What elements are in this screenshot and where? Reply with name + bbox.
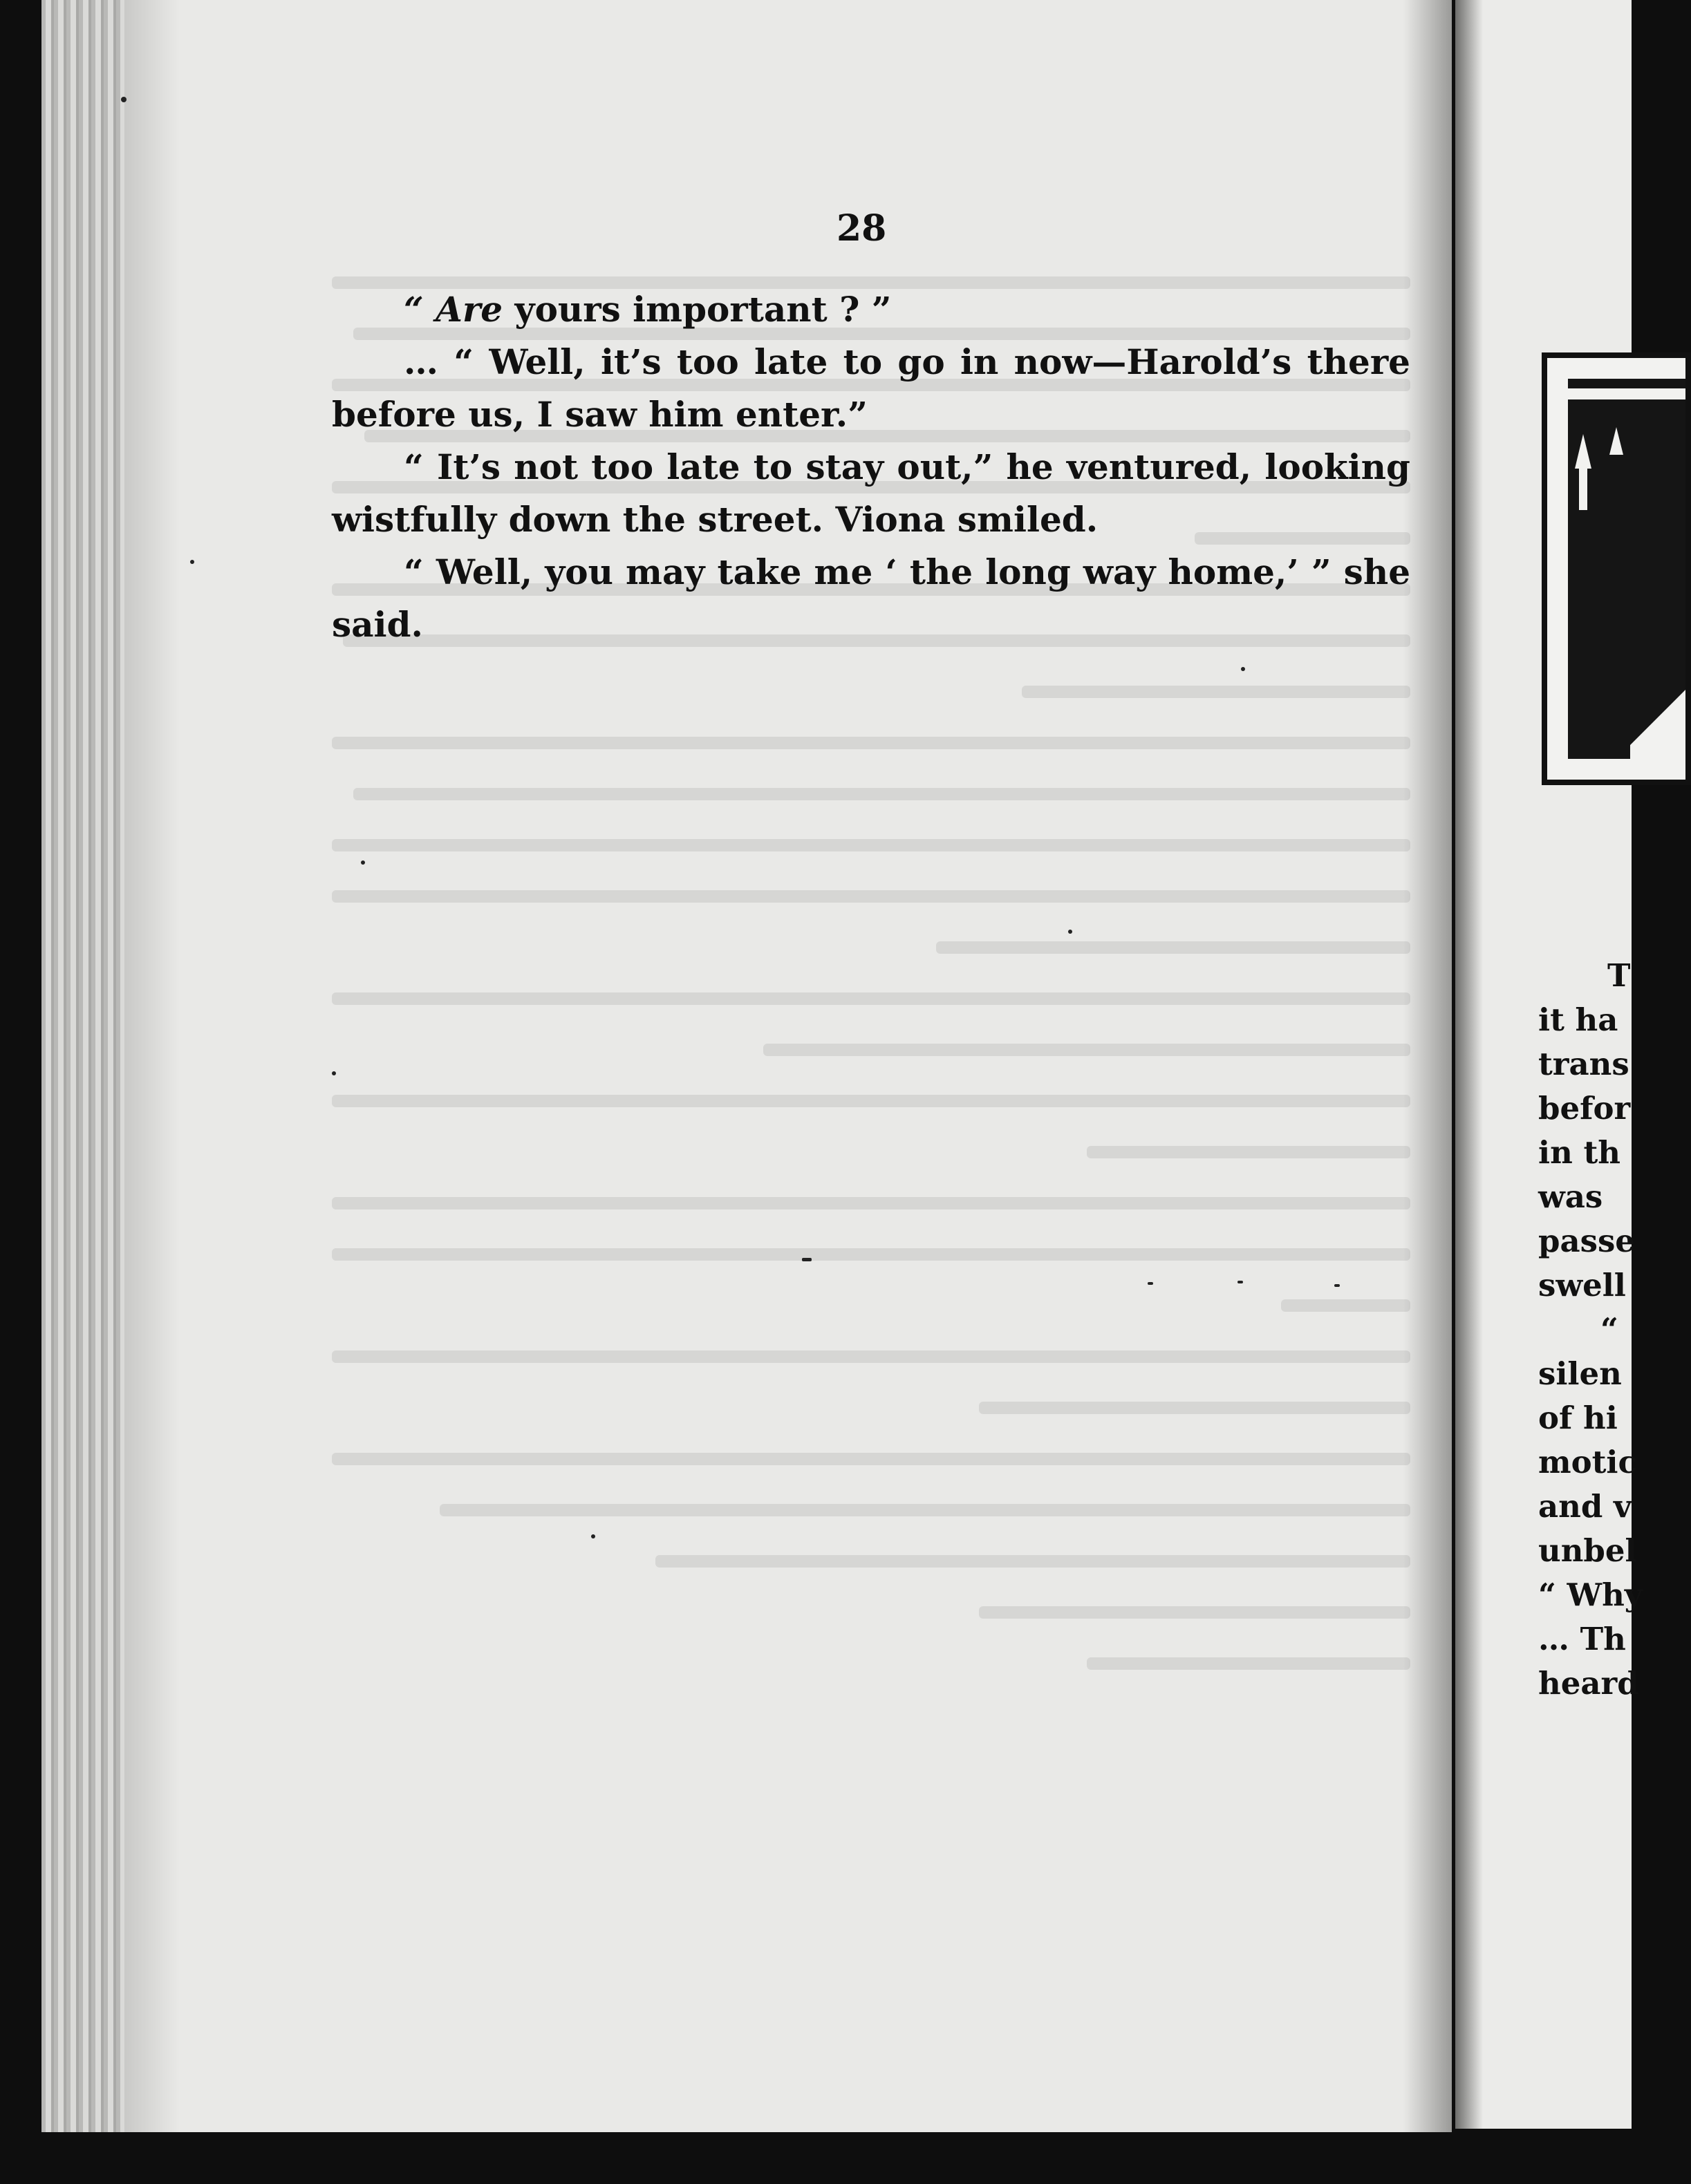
dust-speck bbox=[190, 560, 194, 564]
facing-line: passe bbox=[1538, 1223, 1635, 1259]
paragraph: … “ Well, it’s too late to go in now—Harold’s there before us, I saw him enter.” bbox=[332, 341, 1410, 435]
page-edge-shade bbox=[124, 0, 180, 2136]
facing-line: T bbox=[1607, 957, 1631, 994]
paragraph: “ It’s not too late to stay out,” he ventured, looking wistfully down the street. Viona smiled. bbox=[332, 446, 1410, 540]
paragraph: “ Well, you may take me ‘ the long way home,’ ” she said. bbox=[332, 552, 1410, 645]
dust-speck bbox=[1334, 1284, 1340, 1287]
facing-line: of hi bbox=[1538, 1400, 1618, 1436]
body-text bbox=[332, 283, 1410, 651]
facing-line: in th bbox=[1538, 1134, 1620, 1171]
facing-line: it ha bbox=[1538, 1001, 1618, 1038]
castle-illustration-icon bbox=[1547, 358, 1685, 780]
facing-line: trans bbox=[1538, 1046, 1629, 1082]
dust-speck bbox=[1237, 1281, 1243, 1283]
facing-line: silen bbox=[1538, 1355, 1622, 1392]
left-page bbox=[41, 0, 1452, 2136]
dust-speck bbox=[1148, 1282, 1153, 1285]
facing-page-shadow bbox=[1455, 0, 1483, 2129]
facing-page-illustration bbox=[1542, 352, 1691, 785]
facing-line: motic bbox=[1538, 1444, 1637, 1480]
dust-speck bbox=[802, 1258, 812, 1261]
dust-speck bbox=[361, 860, 365, 865]
facing-line: was bbox=[1538, 1178, 1603, 1215]
paragraph bbox=[332, 283, 1410, 336]
facing-line: heard bbox=[1538, 1665, 1639, 1702]
italic-word: “ Are bbox=[404, 289, 503, 330]
facing-line: … Th bbox=[1538, 1621, 1626, 1657]
facing-line: unbel bbox=[1538, 1532, 1637, 1569]
dust-speck bbox=[332, 1071, 336, 1075]
facing-page-text bbox=[1538, 954, 1643, 1706]
facing-line: swell bbox=[1538, 1267, 1626, 1303]
page-number: 28 bbox=[837, 207, 887, 250]
facing-page bbox=[1455, 0, 1643, 2129]
facing-line: befor bbox=[1538, 1090, 1631, 1127]
dust-speck bbox=[1241, 667, 1245, 671]
facing-line: “ bbox=[1600, 1311, 1618, 1348]
scan-bottom-edge bbox=[0, 2132, 1632, 2184]
paragraph-text: yours important ? ” bbox=[503, 289, 892, 330]
dust-speck bbox=[591, 1534, 595, 1538]
dust-speck bbox=[1068, 930, 1072, 934]
facing-line: “ Why bbox=[1538, 1576, 1643, 1613]
dust-speck bbox=[121, 97, 127, 102]
page-edge-stack bbox=[41, 0, 124, 2136]
gutter-shadow bbox=[1403, 0, 1452, 2136]
facing-line: and v bbox=[1538, 1488, 1632, 1525]
